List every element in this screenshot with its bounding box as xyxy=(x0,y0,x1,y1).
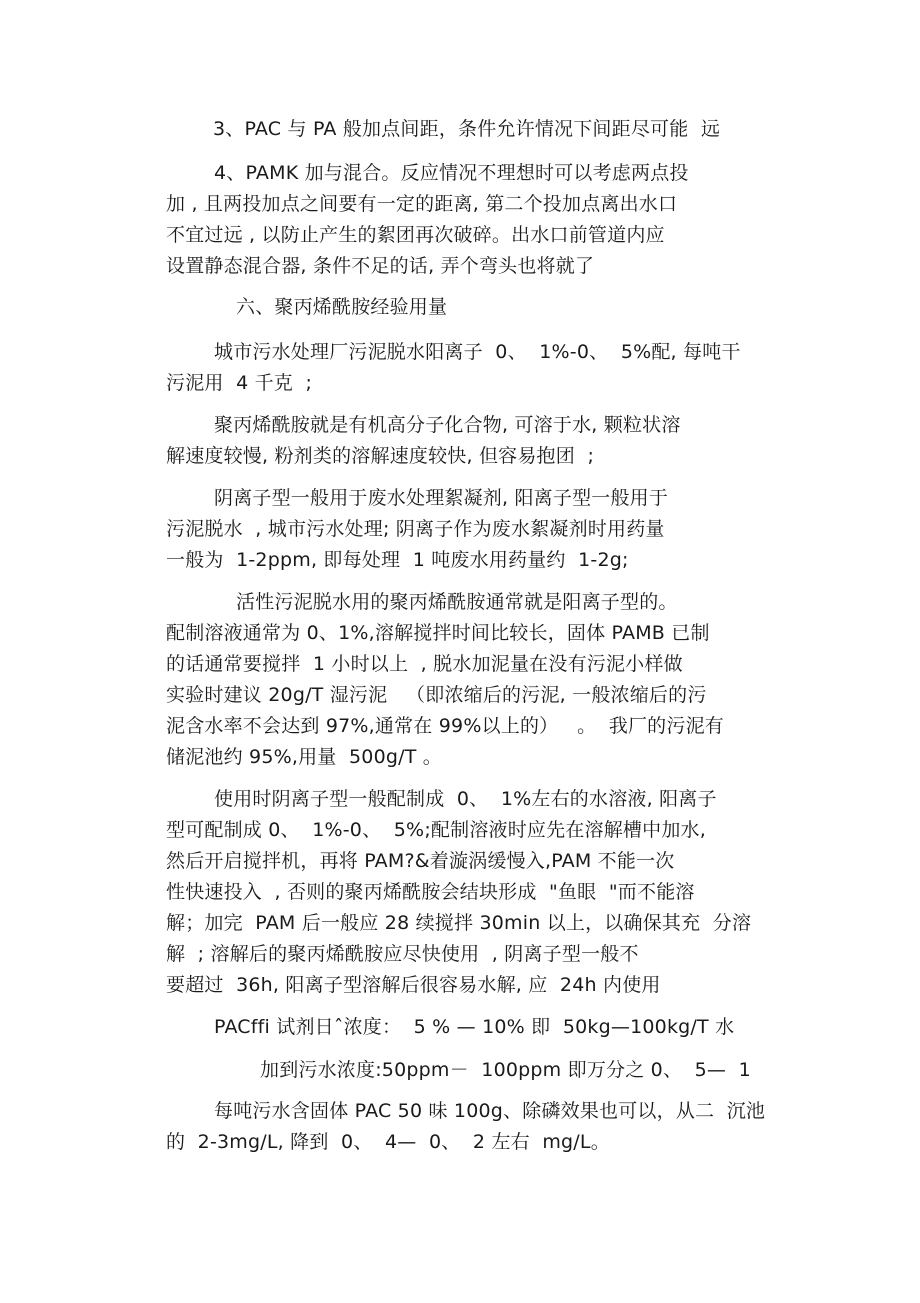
text-line: 每吨污水含固体 PAC 50 味 100g、除磷效果也可以，从二 沉池 xyxy=(214,1100,766,1122)
text-line: 4、PAMK 加与混合。反应情况不理想时可以考虑两点投 xyxy=(214,162,689,184)
text-line: 一般为 1-2ppm, 即每处理 1 吨废水用药量约 1-2g; xyxy=(166,549,629,571)
text-line: 设置静态混合器, 条件不足的话, 弄个弯头也将就了 xyxy=(166,255,595,277)
text-line: 解 ; 溶解后的聚丙烯酰胺应尽快使用 , 阴离子型一般不 xyxy=(166,943,639,965)
text-line: 城市污水处理厂污泥脱水阳离子 0、 1%-0、 5%配, 每吨干 xyxy=(214,341,741,363)
text-line: 使用时阴离子型一般配制成 0、 1%左右的水溶液, 阳离子 xyxy=(214,788,717,810)
text-line: 阴离子型一般用于废水处理絮凝剂, 阳离子型一般用于 xyxy=(214,487,669,509)
text-line: 聚丙烯酰胺就是有机高分子化合物, 可溶于水, 颗粒状溶 xyxy=(214,414,681,436)
text-line: 加 , 且两投加点之间要有一定的距离, 第二个投加点离出水口 xyxy=(166,193,678,215)
text-line: 解速度较慢, 粉剂类的溶解速度较快, 但容易抱团 ; xyxy=(166,445,595,467)
section-heading: 六、聚丙烯酰胺经验用量 xyxy=(236,296,448,318)
text-line: 储泥池约 95%,用量 500g/T 。 xyxy=(166,746,442,768)
text-line: 配制溶液通常为 0、1%,溶解搅拌时间比较长，固体 PAMB 已制 xyxy=(166,622,710,644)
text-line: PACffi 试剂日ˆ浓度： 5 % — 10% 即 50kg—100kg/T 水 xyxy=(214,1016,735,1038)
text-line: 的 2-3mg/L, 降到 0、 4— 0、 2 左右 mg/L。 xyxy=(166,1131,610,1153)
text-line: 的话通常要搅拌 1 小时以上 , 脱水加泥量在没有污泥小样做 xyxy=(166,653,683,675)
text-line: 不宜过远 , 以防止产生的絮团再次破碎。出水口前管道内应 xyxy=(166,224,665,246)
text-line: 污泥用 4 千克 ; xyxy=(166,372,313,394)
text-line: 性快速投入 , 否则的聚丙烯酰胺会结块形成 "鱼眼 "而不能溶 xyxy=(166,881,695,903)
text-line: 解；加完 PAM 后一般应 28 续搅拌 30min 以上，以确保其充 分溶 xyxy=(166,912,752,934)
text-line: 实验时建议 20g/T 湿污泥 （即浓缩后的污泥, 一般浓缩后的污 xyxy=(166,684,707,706)
text-line: 然后开启搅拌机，再将 PAM?&着漩涡缓慢入,PAM 不能一次 xyxy=(166,850,675,872)
text-line: 型可配制成 0、 1%-0、 5%;配制溶液时应先在溶解槽中加水, xyxy=(166,819,706,841)
text-line: 泥含水率不会达到 97%,通常在 99%以上的） 。 我厂的污泥有 xyxy=(166,715,724,737)
text-line: 加到污水浓度:50ppm－ 100ppm 即万分之 0、 5— 1 xyxy=(260,1059,751,1081)
text-line: 活性污泥脱水用的聚丙烯酰胺通常就是阳离子型的。 xyxy=(236,591,678,613)
text-line: 污泥脱水 , 城市污水处理; 阴离子作为废水絮凝剂时用药量 xyxy=(166,518,665,540)
text-line: 3、PAC 与 PA 般加点间距，条件允许情况下间距尽可能 远 xyxy=(213,118,721,140)
text-line: 要超过 36h, 阳离子型溶解后很容易水解, 应 24h 内使用 xyxy=(166,974,661,996)
